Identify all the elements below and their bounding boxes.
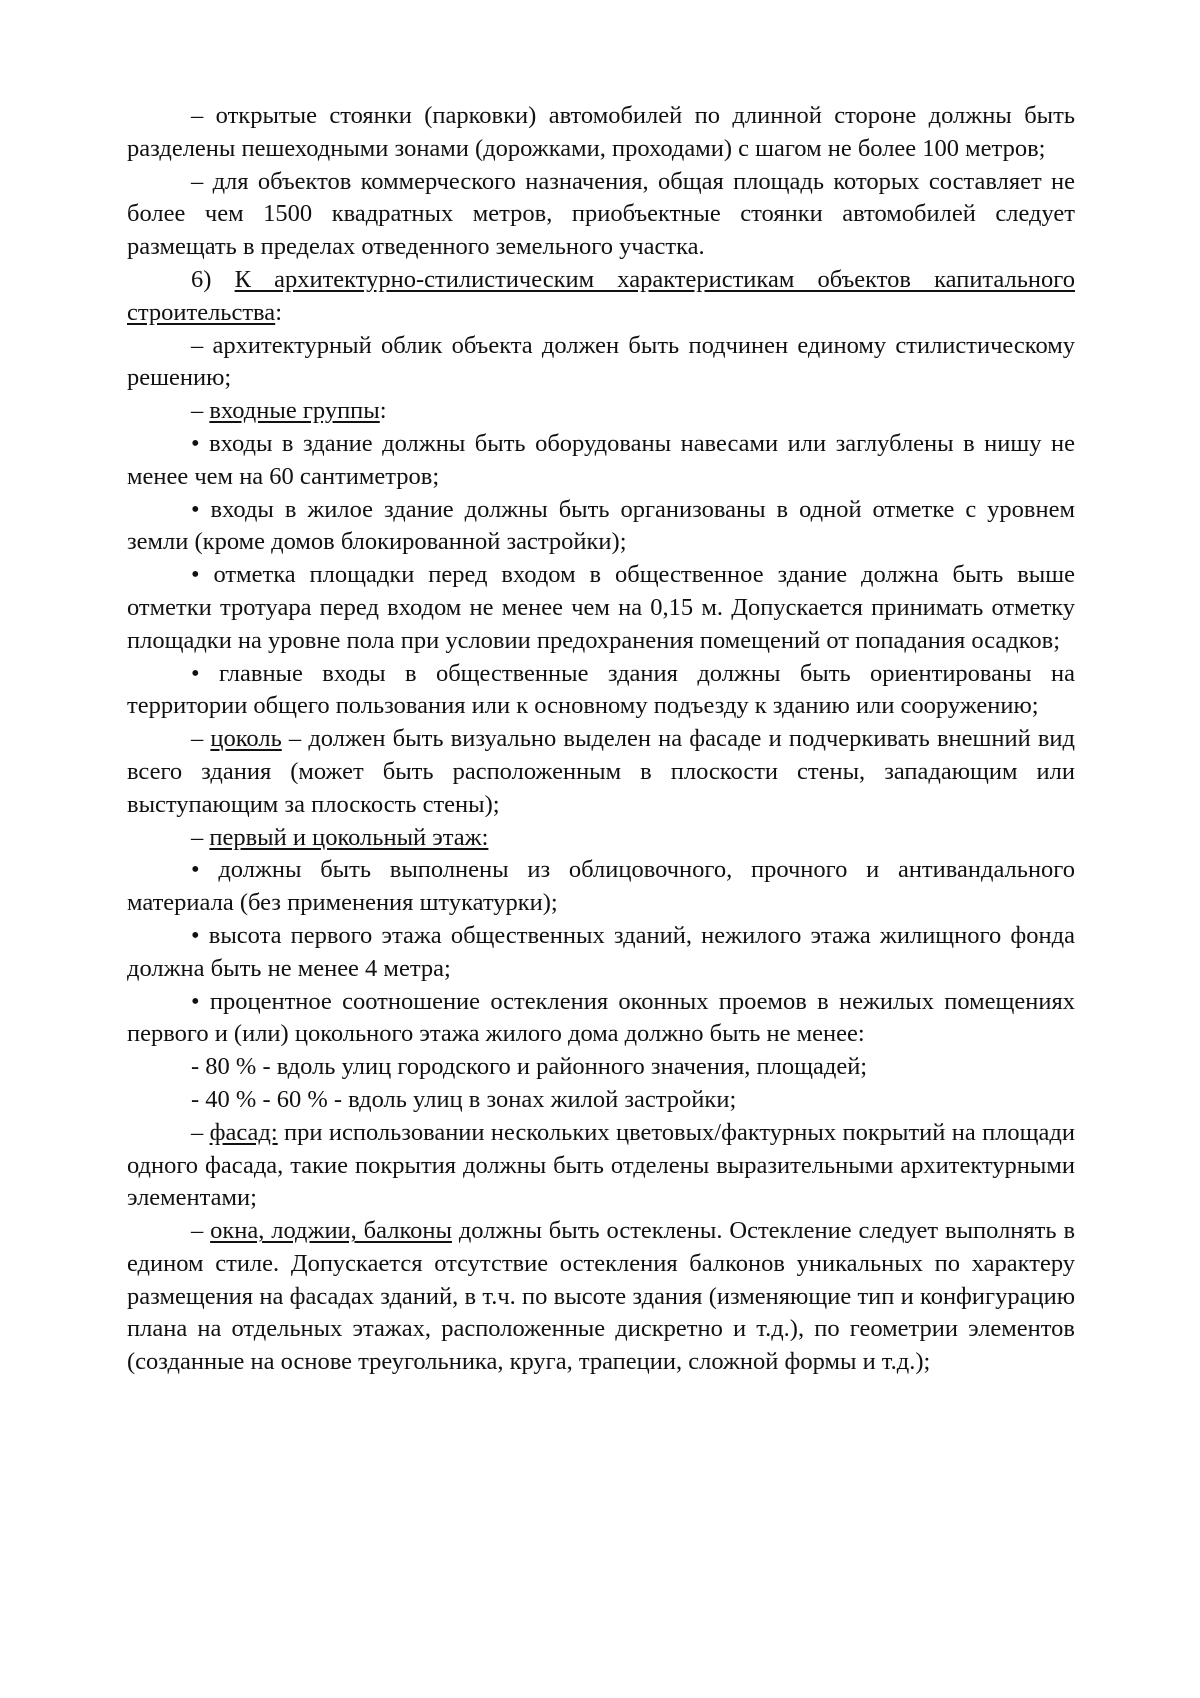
glazing-ratio-residential-streets: - 40 % - 60 % - вдоль улиц в зонах жилой застройки; — [191, 1085, 737, 1113]
paragraph-entrance-groups — [127, 395, 1075, 428]
paragraph-parking-zones: – открытые стоянки (парковки) автомобилей по длинной стороне должны быть разделены пешеходными зонами (дорожками, проходами) с шагом не более 100 метров; — [127, 102, 1075, 162]
section-6-colon: : — [275, 298, 282, 326]
windows-balconies-label: окна, лоджии, балконы — [210, 1217, 452, 1245]
bullet-platform-elevation: • отметка площадки перед входом в общественное здание должна быть выше отметки тротуара перед входом не менее чем на 0,15 м. Допускается принимать отметку площадки на уровне пола при условии предохранения помещений от попадания осадков; — [127, 561, 1075, 654]
dash: – — [191, 725, 211, 753]
paragraph-section-6-heading — [127, 264, 1075, 330]
bullet-residential-entrance-level: • входы в жилое здание должны быть организованы в одной отметке с уровнем земли (кроме домов блокированной застройки); — [127, 495, 1075, 556]
bullet-first-floor-height: • высота первого этажа общественных зданий, нежилого этажа жилищного фонда должна быть не менее 4 метра; — [127, 921, 1075, 982]
facade-text: при использовании нескольких цветовых/фактурных покрытий на площади одного фасада, такие покрытия должны быть отделены выразительными архитектурными элементами; — [127, 1118, 1075, 1212]
document-body — [127, 100, 1075, 1379]
paragraph-windows-balconies — [127, 1215, 1075, 1379]
windows-balconies-text: должны быть остеклены. Остекление следует выполнять в едином стиле. Допускается отсутствие остекления балконов уникальных по характеру размещения на фасадах зданий, в т.ч. по высоте здания (изменяющие тип и конфигурацию плана на отдельных этажах, расположенные дискретно и т.д.), по геометрии элементов (созданные на основе треугольника, круга, трапеции, сложной формы и т.д.); — [127, 1217, 1076, 1376]
dash: – — [191, 397, 210, 425]
paragraph-plinth — [127, 723, 1075, 821]
dash: – — [191, 1217, 211, 1245]
paragraph-first-floor — [127, 822, 1075, 855]
paragraph-commercial-parking: – для объектов коммерческого назначения, общая площадь которых составляет не более чем 1500 квадратных метров, приобъектные стоянки автомобилей следует размещать в пределах отведенного земельного участка. — [127, 167, 1075, 261]
section-6-title: К архитектурно-стилистическим характеристикам объектов капитального строительства — [127, 265, 1075, 326]
bullet-main-entrances: • главные входы в общественные здания должны быть ориентированы на территории общего пользования или к основному подъезду к зданию или сооружению; — [127, 659, 1075, 720]
paragraph-architectural-appearance: – архитектурный облик объекта должен быть подчинен единому стилистическому решению; — [127, 331, 1075, 392]
colon: : — [379, 397, 387, 425]
bullet-entrance-canopies: • входы в здание должны быть оборудованы навесами или заглублены в нишу не менее чем на 60 сантиметров; — [127, 429, 1075, 490]
first-floor-label: первый и цокольный этаж: — [209, 823, 489, 851]
section-number: 6) — [191, 265, 235, 293]
plinth-label: цоколь — [210, 725, 282, 753]
dash: – — [191, 1118, 210, 1146]
paragraph-facade — [127, 1117, 1075, 1215]
plinth-text: – должен быть визуально выделен на фасаде и подчеркивать внешний вид всего здания (может быть расположенным в плоскости стены, западающим или выступающим за плоскость стены); — [127, 725, 1075, 818]
dash: – — [191, 823, 210, 851]
glazing-ratio-city-streets: - 80 % - вдоль улиц городского и районного значения, площадей; — [191, 1053, 868, 1081]
bullet-cladding-material: • должны быть выполнены из облицовочного, прочного и антивандального материала (без применения штукатурки); — [127, 856, 1075, 917]
bullet-glazing-ratio: • процентное соотношение остекления оконных проемов в нежилых помещениях первого и (или) цокольного этажа жилого дома должно быть не менее: — [127, 987, 1075, 1048]
entrance-groups-label: входные группы — [209, 397, 380, 425]
facade-label: фасад: — [209, 1118, 278, 1146]
